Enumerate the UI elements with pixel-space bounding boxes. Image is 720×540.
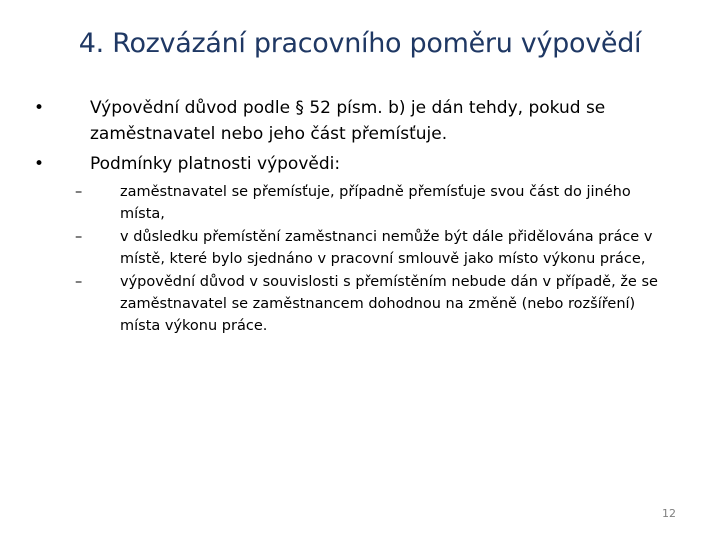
dash-marker: – [75,274,83,290]
sub-list [0,181,720,337]
slide-title: 4. Rozvázání pracovního poměru výpovědí [78,28,642,59]
bullet-item [0,151,650,177]
bullet-marker: • [34,98,45,118]
page-number: 12 [662,507,676,520]
sub-item-text: výpovědní důvod v souvislosti s přemístěním nebude dán v případě, že se zaměstnavatel se zaměstnancem dohodnou na změně (nebo rozšíření) místa výkonu práce. [120,274,658,334]
bullet-text: Podmínky platnosti výpovědi: [90,154,341,174]
dash-marker: – [75,229,83,245]
bullet-marker: • [34,154,45,174]
sub-item-text: zaměstnavatel se přemísťuje, případně přemísťuje svou část do jiného místa, [120,184,631,222]
sub-item [0,181,680,225]
sub-item-text: v důsledku přemístění zaměstnanci nemůže být dále přidělována práce v místě, které bylo sjednáno v pracovní smlouvě jako místo výkonu práce, [120,229,653,267]
sub-item [0,226,680,270]
dash-marker: – [75,184,83,200]
slide-content [0,95,720,338]
bullet-item [0,95,650,147]
sub-item [0,271,680,337]
bullet-text: Výpovědní důvod podle § 52 písm. b) je dán tehdy, pokud se zaměstnavatel nebo jeho část přemísťuje. [90,98,606,144]
